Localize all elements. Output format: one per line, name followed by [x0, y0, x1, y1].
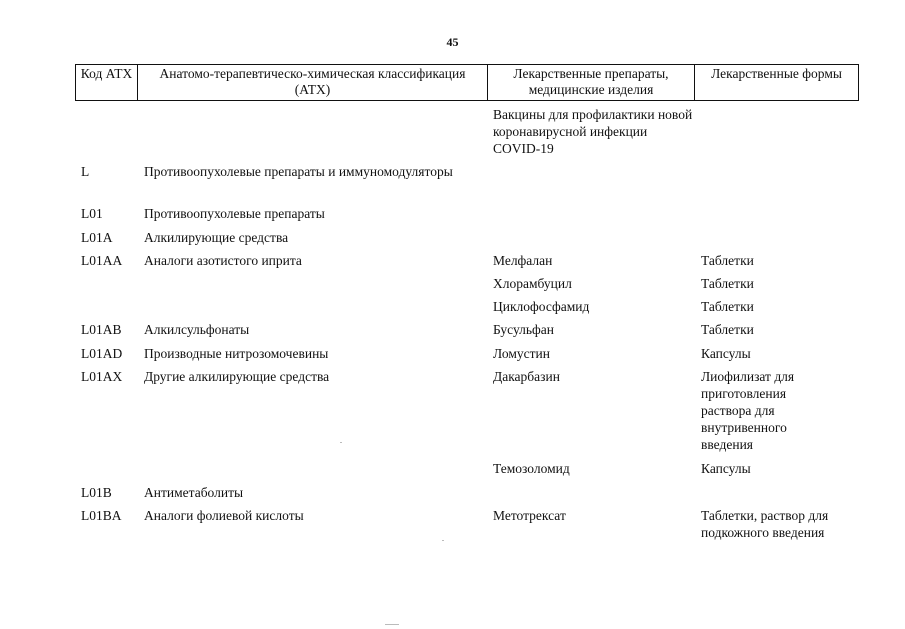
header-code: Код АТХ — [76, 65, 138, 101]
dosage-form: Лиофилизат для приготовления раствора для внутривенного введения — [701, 369, 795, 452]
atc-classification: Аналоги фолиевой кислоты — [144, 508, 304, 523]
atc-classification: Аналоги азотистого иприта — [144, 253, 302, 268]
drug-name: Мелфалан — [493, 253, 553, 268]
dosage-form: Таблетки — [701, 299, 754, 314]
dosage-form: Капсулы — [701, 461, 751, 476]
dosage-form: Таблетки — [701, 322, 754, 337]
table-header — [75, 64, 859, 101]
atc-code: L01B — [81, 485, 112, 500]
atc-code: L01BA — [81, 508, 122, 523]
drug-name: Бусульфан — [493, 322, 554, 337]
atc-classification: Другие алкилирующие средства — [144, 369, 330, 384]
atc-code: L01AB — [81, 322, 122, 337]
atc-classification: Антиметаболиты — [144, 485, 244, 500]
atc-classification: Противоопухолевые препараты и иммуномодуляторы — [144, 164, 453, 179]
drug-name: Дакарбазин — [493, 369, 560, 384]
scan-speck — [442, 540, 444, 541]
dosage-form: Таблетки, раствор для подкожного введения — [701, 508, 829, 540]
atc-code: L01AX — [81, 369, 123, 384]
drug-name: Метотрексат — [493, 508, 566, 523]
drug-name: Циклофосфамид — [493, 299, 590, 314]
dosage-form: Капсулы — [701, 346, 751, 361]
atc-code: L01A — [81, 230, 113, 245]
drug-name: Темозоломид — [493, 461, 570, 476]
page-number: 45 — [446, 35, 459, 49]
drug-name: Хлорамбуцил — [493, 276, 572, 291]
atc-code: L — [81, 164, 90, 179]
atc-classification: Алкилсульфонаты — [144, 322, 250, 337]
scan-speck — [340, 442, 342, 443]
atc-classification: Алкилирующие средства — [144, 230, 289, 245]
atc-classification: Противоопухолевые препараты — [144, 206, 325, 221]
header-drugs: Лекарственные препараты, медицинские изделия — [488, 65, 695, 101]
dosage-form: Таблетки — [701, 276, 754, 291]
header-forms: Лекарственные формы — [695, 65, 859, 101]
scan-speck — [385, 624, 399, 625]
atc-classification: Производные нитрозомочевины — [144, 346, 329, 361]
atc-code: L01AD — [81, 346, 123, 361]
drug-name: Ломустин — [493, 346, 550, 361]
drug-name: Вакцины для профилактики новой коронавирусной инфекции COVID-19 — [493, 107, 693, 156]
header-classification: Анатомо-терапевтическо-химическая классификация (АТХ) — [138, 65, 488, 101]
atc-code: L01 — [81, 206, 103, 221]
dosage-form: Таблетки — [701, 253, 754, 268]
atc-code: L01AA — [81, 253, 123, 268]
